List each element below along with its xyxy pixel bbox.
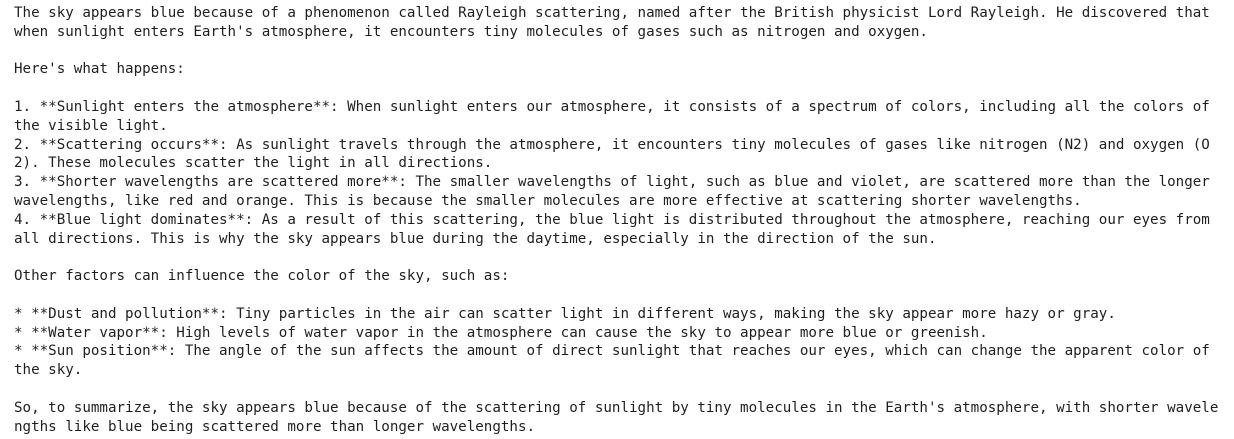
- list-item-water-vapor: * **Water vapor**: High levels of water vapor in the atmosphere can cause the sky to appear more blue or greenish.: [14, 324, 988, 341]
- happens-heading: Here's what happens:: [14, 61, 185, 78]
- list-item-step-3: 3. **Shorter wavelengths are scattered more**: The smaller wavelengths of light, such as blue and violet, are scattered more than the longer wavelengths, like red and orange. This is because the smaller molecules are more effective at scattering shorter wavelengths.: [14, 174, 1219, 209]
- factors-heading: Other factors can influence the color of the sky, such as:: [14, 268, 510, 285]
- list-item-step-2: 2. **Scattering occurs**: As sunlight travels through the atmosphere, it encounters tiny molecules of gases like nitrogen (N2) and oxygen (O2). These molecules scatter the light in all directions.: [14, 136, 1210, 172]
- list-item-step-1: 1. **Sunlight enters the atmosphere**: When sunlight enters our atmosphere, it consists of a spectrum of colors, including all the colors of the visible light.: [14, 98, 1219, 134]
- list-item-dust-pollution: * **Dust and pollution**: Tiny particles in the air can scatter light in different ways, making the sky appear more hazy or gray.: [14, 305, 1116, 322]
- steps-list: [14, 98, 1221, 248]
- list-item-sun-position: * **Sun position**: The angle of the sun affects the amount of direct sunlight that reaches our eyes, which can change the apparent color of the sky.: [14, 343, 1219, 379]
- intro-paragraph: The sky appears blue because of a phenomenon called Rayleigh scattering, named after the British physicist Lord Rayleigh. He discovered that when sunlight enters Earth's atmosphere, it encounters tiny molecules of gases such as nitrogen and oxygen.: [14, 5, 1219, 40]
- factors-list: [14, 305, 1221, 380]
- summary-paragraph: So, to summarize, the sky appears blue because of the scattering of sunlight by tiny molecules in the Earth's atmosphere, with shorter wavelengths like blue being scattered more than longer wavelengths.: [14, 399, 1219, 435]
- list-item-step-4: 4. **Blue light dominates**: As a result of this scattering, the blue light is distributed throughout the atmosphere, reaching our eyes from all directions. This is why the sky appears blue during the daytime, especially in the direction of the sun.: [14, 211, 1219, 247]
